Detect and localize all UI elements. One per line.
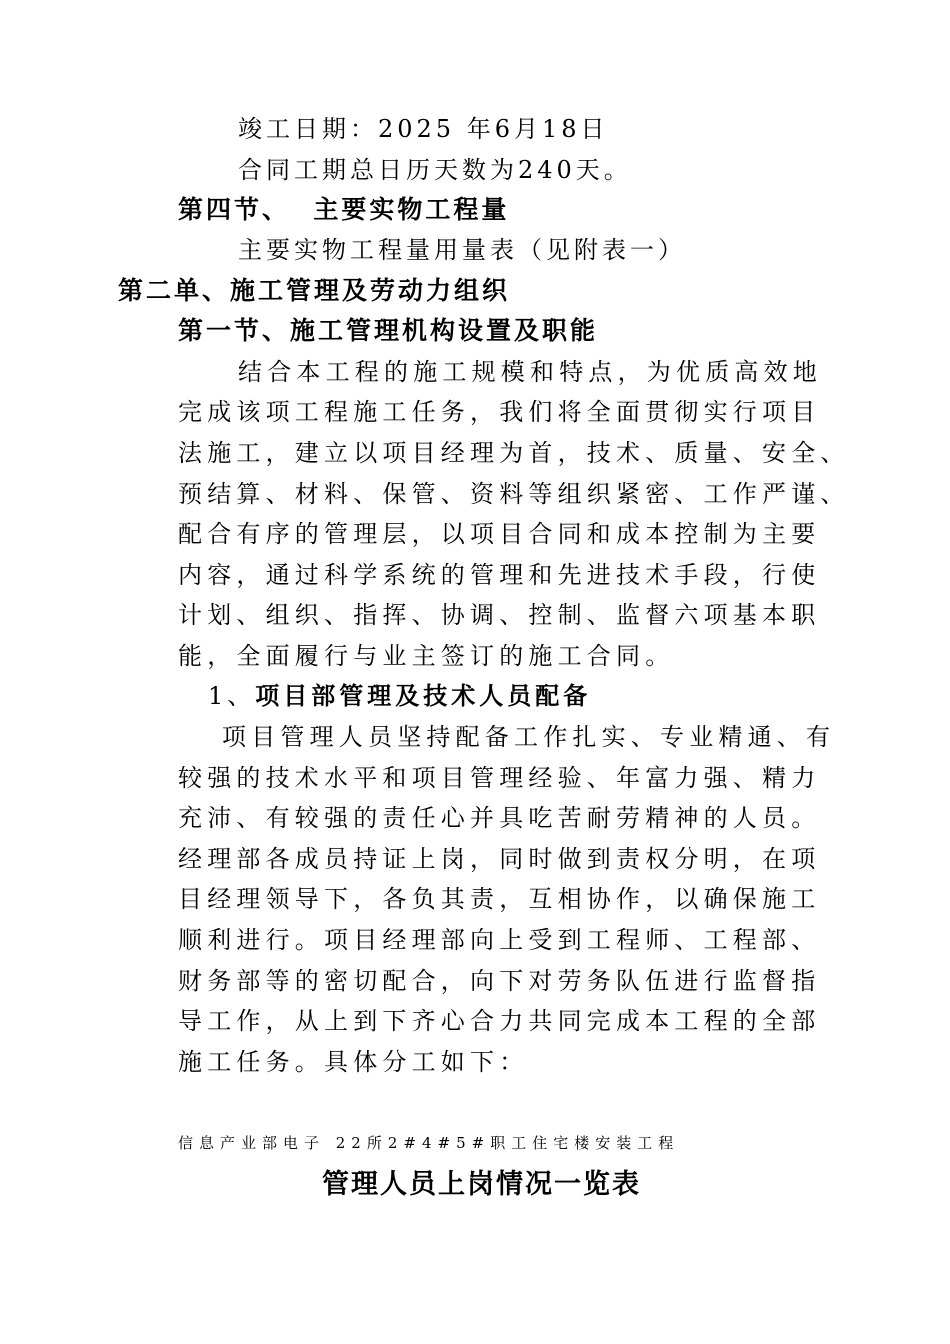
subsection-title: 项目部管理及技术人员配备: [255, 681, 592, 710]
paragraph-line: 充沛、有较强的责任心并具吃苦耐劳精神的人员。: [178, 804, 821, 832]
paragraph-line: 完成该项工程施工任务，我们将全面贯彻实行项目: [178, 398, 821, 426]
paragraph-line: 导工作，从上到下齐心合力共同完成本工程的全部: [178, 1007, 821, 1035]
paragraph-line: 计划、组织、指挥、协调、控制、监督六项基本职: [178, 601, 821, 629]
subsection-1-heading: [208, 681, 591, 711]
project-name-footer: 信息产业部电子 22所2#4#5#职工住宅楼安装工程: [178, 1134, 680, 1152]
paragraph-line: 配合有序的管理层，以项目合同和成本控制为主要: [178, 520, 821, 548]
section-4-heading: 第四节、 主要实物工程量: [178, 195, 510, 224]
completion-date: 竣工日期：2025 年6月18日: [238, 115, 609, 143]
paragraph-line: 较强的技术水平和项目管理经验、年富力强、精力: [178, 764, 821, 792]
table-title: 管理人员上岗情况一览表: [322, 1169, 641, 1200]
contract-duration: 合同工期总日历天数为240天。: [238, 156, 632, 184]
paragraph-line: 法施工，建立以项目经理为首，技术、质量、安全、: [178, 439, 850, 467]
paragraph-line: 项目管理人员坚持配备工作扎实、专业精通、有: [222, 723, 836, 751]
subsection-number: 1、: [208, 682, 256, 710]
paragraph-line: 施工任务。具体分工如下：: [178, 1048, 529, 1076]
section-4-body: 主要实物工程量用量表（见附表一）: [238, 236, 686, 264]
paragraph-line: 目经理领导下，各负其责，互相协作，以确保施工: [178, 885, 821, 913]
paragraph-line: 预结算、材料、保管、资料等组织紧密、工作严谨、: [178, 480, 850, 508]
paragraph-line: 经理部各成员持证上岗，同时做到责权分明，在项: [178, 845, 821, 873]
paragraph-line: 顺利进行。项目经理部向上受到工程师、工程部、: [178, 926, 821, 954]
paragraph-line: 结合本工程的施工规模和特点，为优质高效地: [238, 358, 822, 386]
paragraph-line: 财务部等的密切配合，向下对劳务队伍进行监督指: [178, 967, 821, 995]
chapter-2-heading: 第二单、施工管理及劳动力组织: [118, 276, 511, 305]
paragraph-line: 内容，通过科学系统的管理和先进技术手段，行使: [178, 561, 821, 589]
paragraph-line: 能，全面履行与业主签订的施工合同。: [178, 642, 675, 670]
section-1-heading: 第一节、施工管理机构设置及职能: [178, 316, 599, 345]
